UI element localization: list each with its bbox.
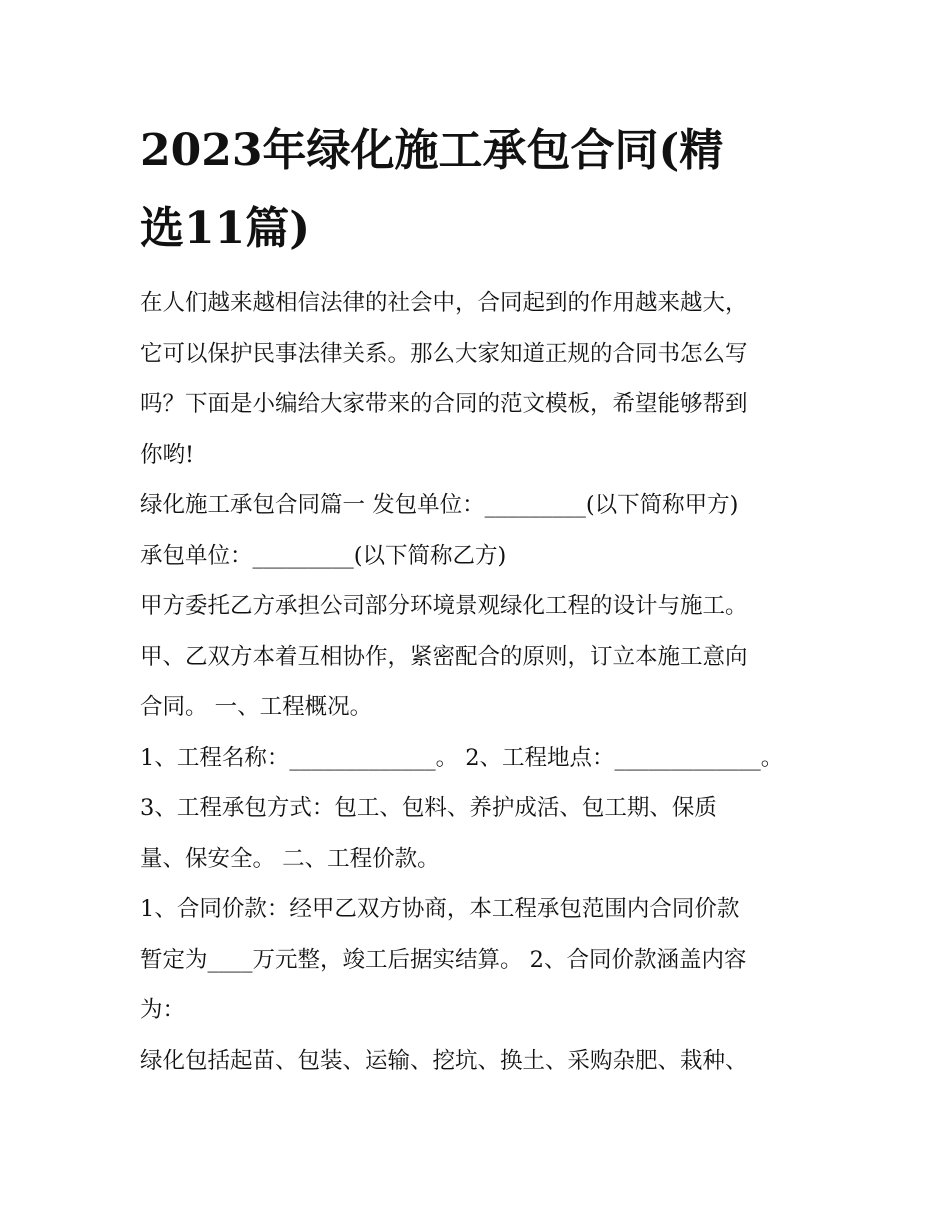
document-content — [140, 112, 820, 1086]
document-body — [140, 278, 820, 1086]
body-line: 吗？下面是小编给大家带来的合同的范文模板，希望能够帮到 — [140, 391, 748, 417]
body-line: 为： — [140, 997, 186, 1023]
body-line: 绿化施工承包合同篇一 发包单位：_________(以下简称甲方) — [140, 492, 739, 518]
body-line: 你哟! — [140, 441, 195, 468]
body-line: 合同。 一、工程概况。 — [140, 694, 373, 720]
body-line: 在人们越来越相信法律的社会中，合同起到的作用越来越大， — [140, 290, 748, 316]
body-line: 量、保安全。 二、工程价款。 — [140, 845, 440, 872]
document-title — [140, 112, 820, 268]
body-line: 它可以保护民事法律关系。那么大家知道正规的合同书怎么写 — [140, 340, 748, 367]
body-line: 暂定为____万元整，竣工后据实结算。 2、合同价款涵盖内容 — [140, 946, 747, 973]
body-line: 1、工程名称：_____________。 2、工程地点：_____________。 — [140, 744, 784, 771]
body-line: 1、合同价款：经甲乙双方协商，本工程承包范围内合同价款 — [140, 896, 740, 922]
title-line: 2023年绿化施工承包合同(精 — [140, 125, 724, 176]
body-line: 承包单位：_________(以下简称乙方) — [140, 542, 507, 569]
title-line: 选11篇) — [140, 203, 311, 254]
body-line: 甲、乙双方本着互相协作，紧密配合的原则，订立本施工意向 — [140, 643, 748, 670]
body-line: 3、工程承包方式：包工、包料、养护成活、包工期、保质 — [140, 795, 717, 821]
body-line: 甲方委托乙方承担公司部分环境景观绿化工程的设计与施工。 — [140, 593, 748, 619]
body-line: 绿化包括起苗、包装、运输、挖坑、换土、采购杂肥、栽种、 — [140, 1047, 748, 1074]
